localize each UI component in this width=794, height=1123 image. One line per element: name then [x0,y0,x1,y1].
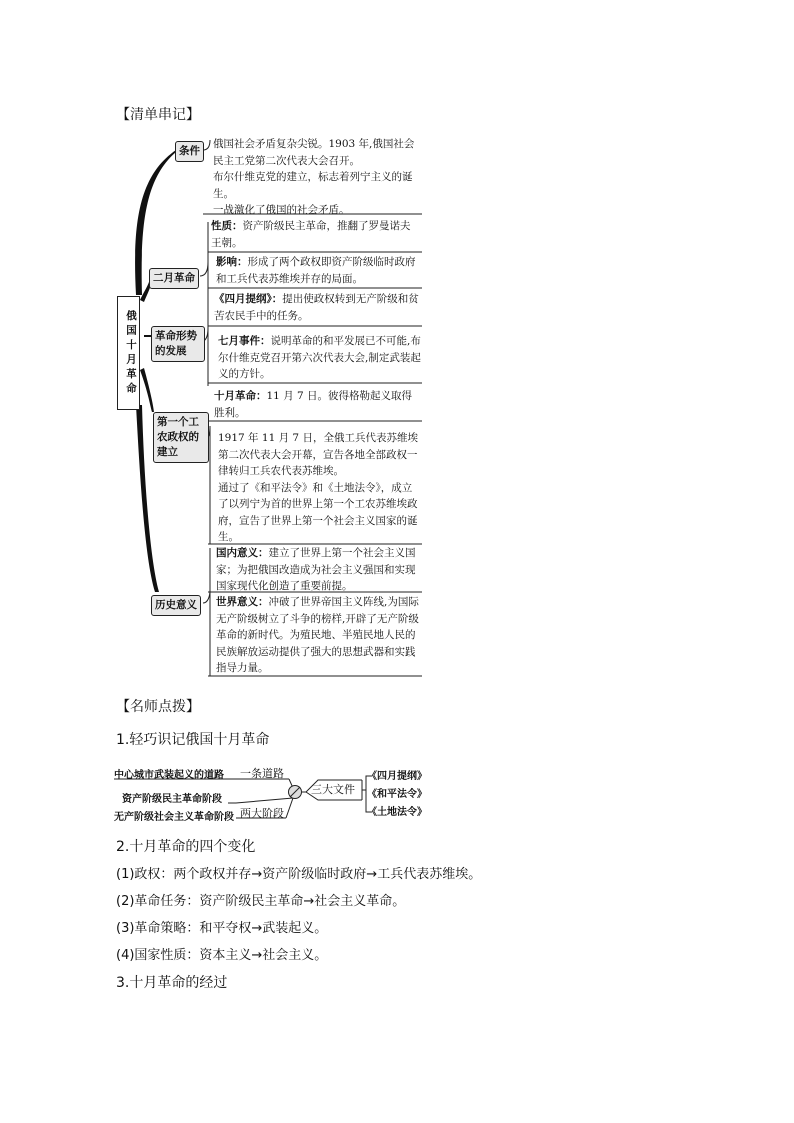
diagram-stage-1: 资产阶级民主革命阶段 [122,794,222,805]
tip-title-1: 1.轻巧识记俄国十月革命 [116,732,270,748]
note-oct-label: 十月革命： [214,390,267,402]
tip-title-2: 2.十月革命的四个变化 [116,839,256,855]
branch-revolution-development: 革命形势的发展 [151,326,205,362]
note-feb-impact-text: 形成了两个政权即资产阶级临时政府和工兵代表苏维埃并存的局面。 [216,256,416,285]
diagram-doc-3: 《土地法令》 [367,807,427,818]
diagram-road-text: 中心城市武装起义的道路 [114,770,224,781]
note-april-text: 提出使政权转到无产阶级和贫苦农民手中的任务。 [214,293,419,322]
note-first-1: 1917 年 11 月 7 日，全俄工兵代表苏维埃第二次代表大会开幕，宣告各地全部政权一律转归工兵农代表苏维埃。 [218,432,418,477]
branch-february-revolution: 二月革命 [149,268,199,289]
mindmap-root: 俄国十月革命 [117,296,140,410]
note-world-text: 冲破了世界帝国主义阵线,为国际无产阶级树立了斗争的榜样,开辟了无产阶级革命的新时代。为殖民地、半殖民地人民的民族解放运动提供了强大的思想武器和实践指导力量。 [216,596,419,674]
note-feb-impact-label: 影响： [216,256,248,268]
note-july-text: 说明革命的和平发展已不可能,布尔什维克党召开第六次代表大会,制定武装起义的方针。 [218,335,421,380]
diagram-one-road: 一条道路 [240,767,284,780]
diagram-three-docs: 三大文件 [311,783,355,796]
tip-item-3: (3)革命策略：和平夺权→武装起义。 [116,921,328,936]
diagram-doc-1: 《四月提纲》 [367,771,427,782]
note-first-2: 通过了《和平法令》和《土地法令》，成立了以列宁为首的世界上第一个工农苏维埃政府，宣告了世界上第一个社会主义国家的诞生。 [218,481,418,543]
note-april-label: 《四月提纲》： [214,293,283,305]
note-oct-text: 11 月 7 日。彼得格勒起义取得胜利。 [214,390,413,419]
note-world-label: 世界意义： [216,596,269,608]
diagram-stage-2: 无产阶级社会主义革命阶段 [114,812,234,823]
tip-item-4: (4)国家性质：资本主义→社会主义。 [116,948,328,963]
note-domestic-label: 国内意义： [216,547,269,559]
note-feb-nature-text: 资产阶级民主革命，推翻了罗曼诺夫王朝。 [211,220,411,249]
tip-title-3: 3.十月革命的经过 [116,975,228,991]
branch-first-soviet-regime: 第一个工农政权的建立 [153,412,209,463]
section-heading-notes: 【清单串记】 [116,107,200,123]
note-conditions-2: 布尔什维克党的建立，标志着列宁主义的诞生。 [213,171,413,200]
note-conditions-3: 一战激化了俄国的社会矛盾。 [213,204,350,216]
note-feb-nature-label: 性质： [211,220,243,232]
branch-conditions: 条件 [175,141,204,162]
tip-item-1: (1)政权：两个政权并存→资产阶级临时政府→工兵代表苏维埃。 [116,867,482,882]
note-conditions-1: 俄国社会矛盾复杂尖锐。1903 年,俄国社会民主工党第二次代表大会召开。 [213,138,415,167]
diagram-two-stages: 两大阶段 [240,807,284,820]
tip-item-2: (2)革命任务：资产阶级民主革命→社会主义革命。 [116,894,406,909]
diagram-doc-2: 《和平法令》 [367,789,427,800]
section-heading-tips: 【名师点拨】 [116,699,200,715]
branch-historical-significance: 历史意义 [151,595,201,616]
note-july-label: 七月事件： [218,335,271,347]
note-domestic-text: 建立了世界上第一个社会主义国家；为把俄国改造成为社会主义强国和实现国家现代化创造了重要前提。 [216,547,416,592]
